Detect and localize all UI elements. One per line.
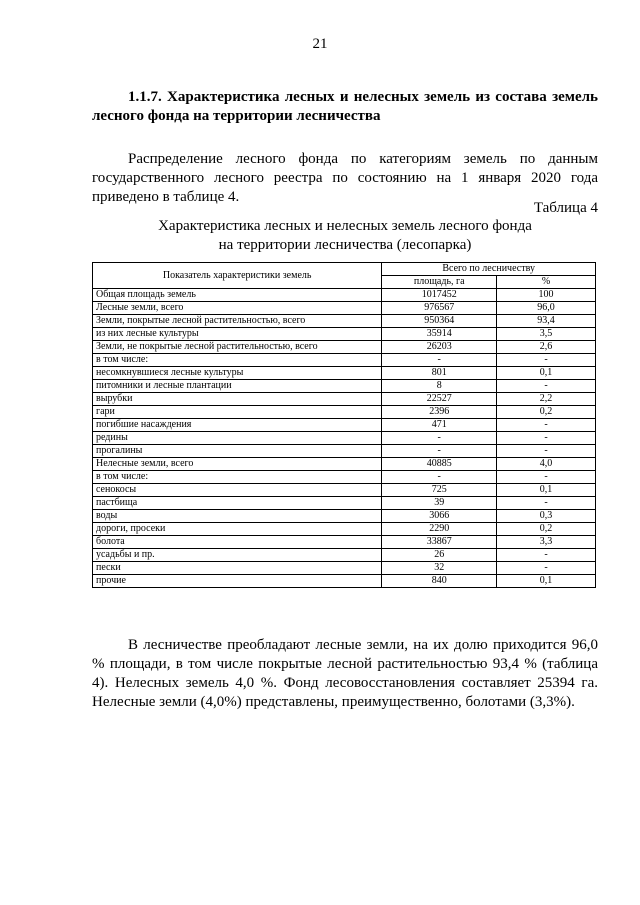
row-percent: 0,2: [497, 406, 596, 419]
row-percent: -: [497, 497, 596, 510]
row-area: 976567: [382, 302, 497, 315]
table-row: [93, 302, 596, 315]
row-area: -: [382, 471, 497, 484]
table-title: [92, 217, 598, 255]
row-percent: 0,3: [497, 510, 596, 523]
row-percent: 100: [497, 289, 596, 302]
row-name: прогалины: [93, 445, 382, 458]
row-area: 840: [382, 575, 497, 588]
row-name: питомники и лесные плантации: [93, 380, 382, 393]
row-percent: -: [497, 445, 596, 458]
row-name: вырубки: [93, 393, 382, 406]
row-percent: -: [497, 562, 596, 575]
row-name: сенокосы: [93, 484, 382, 497]
table-row: [93, 458, 596, 471]
row-percent: 0,1: [497, 367, 596, 380]
row-area: 2396: [382, 406, 497, 419]
table-row: [93, 393, 596, 406]
row-percent: 4,0: [497, 458, 596, 471]
row-area: -: [382, 445, 497, 458]
row-percent: -: [497, 354, 596, 367]
table-label: Таблица 4: [533, 200, 598, 216]
row-percent: 2,6: [497, 341, 596, 354]
conclusion-paragraph: В лесничестве преобладают лесные земли, на их долю приходится 96,0 % площади, в том числе покрытые лесной растительностью 93,4 % (таблица 4). Нелесных земель 4,0 %. Фонд лесовосстановления составляет 25394 га. Нелесные земли (4,0%) представлены, преимущественно, болотами (3,3%).: [92, 637, 598, 710]
row-name: Лесные земли, всего: [93, 302, 382, 315]
table-row: [93, 289, 596, 302]
row-percent: 3,5: [497, 328, 596, 341]
row-percent: 3,3: [497, 536, 596, 549]
table-row: [93, 354, 596, 367]
table-row: [93, 341, 596, 354]
row-area: 801: [382, 367, 497, 380]
row-area: -: [382, 354, 497, 367]
table-row: [93, 367, 596, 380]
table-row: [93, 445, 596, 458]
table-row: [93, 328, 596, 341]
row-name: несомкнувшиеся лесные культуры: [93, 367, 382, 380]
row-area: 725: [382, 484, 497, 497]
row-name: усадьбы и пр.: [93, 549, 382, 562]
row-percent: -: [497, 432, 596, 445]
intro-paragraph: Распределение лесного фонда по категориям земель по данным государственного лесного реестра по состоянию на 1 января 2020 года приведено в таблице 4.: [92, 151, 598, 205]
row-name: редины: [93, 432, 382, 445]
row-name: болота: [93, 536, 382, 549]
row-name: гари: [93, 406, 382, 419]
table-row: [93, 471, 596, 484]
row-area: 40885: [382, 458, 497, 471]
row-area: 8: [382, 380, 497, 393]
table-row: [93, 510, 596, 523]
table-row: [93, 380, 596, 393]
table-row: [93, 315, 596, 328]
row-percent: -: [497, 380, 596, 393]
row-name: Земли, покрытые лесной растительностью, всего: [93, 315, 382, 328]
row-area: 39: [382, 497, 497, 510]
page-number: 21: [312, 36, 328, 52]
row-area: 32: [382, 562, 497, 575]
row-percent: -: [497, 419, 596, 432]
table-title-line2: на территории лесничества (лесопарка): [218, 237, 472, 253]
table-title-line1: Характеристика лесных и нелесных земель лесного фонда: [158, 218, 532, 234]
row-name: Нелесные земли, всего: [93, 458, 382, 471]
row-percent: -: [497, 549, 596, 562]
row-area: 26203: [382, 341, 497, 354]
row-area: 471: [382, 419, 497, 432]
row-name: дороги, просеки: [93, 523, 382, 536]
row-name: пески: [93, 562, 382, 575]
row-name: из них лесные культуры: [93, 328, 382, 341]
header-total: Всего по лесничеству: [382, 263, 596, 276]
table-row: [93, 536, 596, 549]
row-name: в том числе:: [93, 354, 382, 367]
header-percent: %: [497, 276, 596, 289]
table-row: [93, 523, 596, 536]
table-row: [93, 432, 596, 445]
row-area: 26: [382, 549, 497, 562]
row-percent: 96,0: [497, 302, 596, 315]
row-percent: 93,4: [497, 315, 596, 328]
row-area: 3066: [382, 510, 497, 523]
table-row: [93, 406, 596, 419]
row-name: погибшие насаждения: [93, 419, 382, 432]
table-row: [93, 484, 596, 497]
row-name: Земли, не покрытые лесной растительностью, всего: [93, 341, 382, 354]
table-row: [93, 497, 596, 510]
table-row: [93, 549, 596, 562]
row-name: воды: [93, 510, 382, 523]
row-area: 1017452: [382, 289, 497, 302]
section-heading: 1.1.7. Характеристика лесных и нелесных земель из состава земель лесного фонда на территории лесничества: [92, 89, 598, 124]
row-percent: 0,1: [497, 575, 596, 588]
table-row: [93, 562, 596, 575]
land-characteristics-table: [92, 262, 596, 588]
row-area: 33867: [382, 536, 497, 549]
row-area: 22527: [382, 393, 497, 406]
row-name: Общая площадь земель: [93, 289, 382, 302]
row-percent: 0,2: [497, 523, 596, 536]
row-percent: 2,2: [497, 393, 596, 406]
table-row: [93, 419, 596, 432]
header-indicator: Показатель характеристики земель: [93, 263, 382, 289]
row-area: 950364: [382, 315, 497, 328]
table-body: [93, 289, 596, 588]
row-name: в том числе:: [93, 471, 382, 484]
table-row: [93, 575, 596, 588]
header-area: площадь, га: [382, 276, 497, 289]
row-name: пастбища: [93, 497, 382, 510]
row-name: прочие: [93, 575, 382, 588]
row-percent: -: [497, 471, 596, 484]
row-percent: 0,1: [497, 484, 596, 497]
row-area: 35914: [382, 328, 497, 341]
row-area: 2290: [382, 523, 497, 536]
row-area: -: [382, 432, 497, 445]
